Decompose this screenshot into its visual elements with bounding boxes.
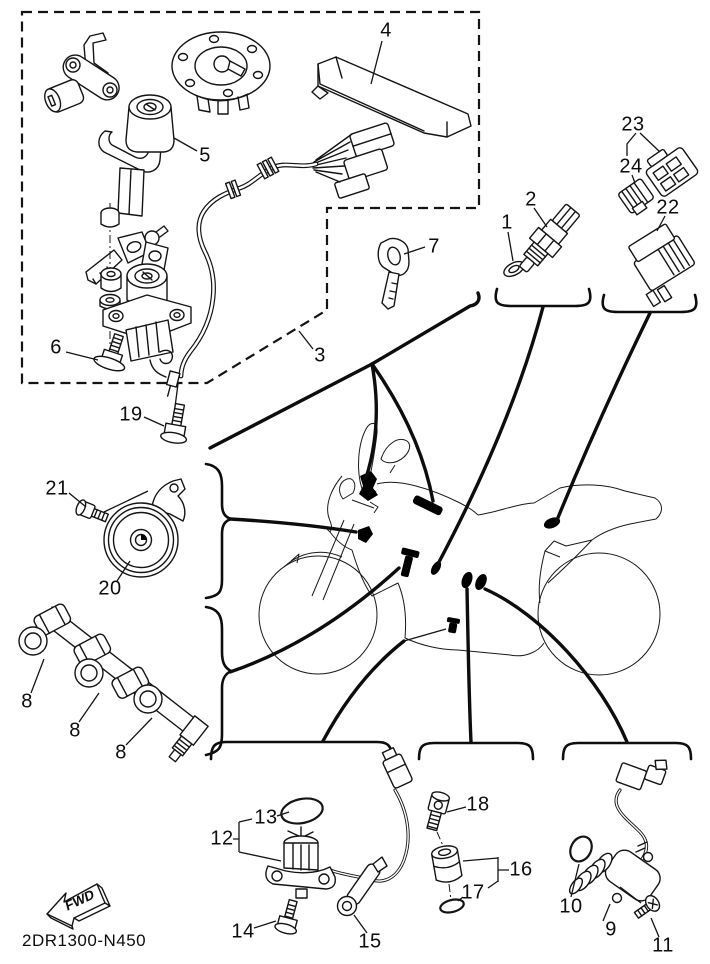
wedge-cover-art <box>312 57 471 137</box>
drawing-part-code: 2DR1300-N450 <box>22 931 147 950</box>
switch-mount-marker-a <box>459 570 474 589</box>
part-label-9: 9 <box>605 918 617 941</box>
motorcycle-outline <box>259 423 662 675</box>
part-label-22: 22 <box>656 196 680 219</box>
bolt-19-art <box>160 402 192 445</box>
seat-lock-art <box>42 33 124 115</box>
fwd-label: FWD <box>63 886 96 914</box>
horn-art <box>104 479 185 577</box>
part-label-15: 15 <box>358 930 382 953</box>
part-label-1: 1 <box>501 211 513 234</box>
part-label-10: 10 <box>559 895 583 918</box>
injector-mount-marker <box>396 547 420 579</box>
sub-lock-art <box>99 95 174 216</box>
lower-mount-marker <box>445 617 460 634</box>
group-leader-curves <box>210 293 650 742</box>
part-label-2: 2 <box>525 188 537 211</box>
bracket-horn-group <box>206 464 231 598</box>
part-label-5: 5 <box>199 144 211 167</box>
part-label-19: 19 <box>119 403 143 426</box>
bolt-18-art <box>423 790 450 831</box>
part-label-21: 21 <box>45 477 69 500</box>
part-label-24: 24 <box>619 155 643 178</box>
part-label-8: 8 <box>69 719 81 742</box>
injector-1 <box>19 602 72 655</box>
part-label-7: 7 <box>428 235 440 258</box>
part-label-11: 11 <box>652 934 674 957</box>
relay-22-art <box>620 221 704 308</box>
damper-art <box>101 268 121 292</box>
main-cable-art <box>181 157 316 376</box>
mount-location-markers <box>358 471 562 634</box>
bracket-injector-group <box>206 607 231 755</box>
spare-key-art <box>378 238 409 309</box>
bracket-joint-group <box>419 743 533 759</box>
part-label-4: 4 <box>380 19 392 42</box>
sidestand-switch-art <box>266 746 413 936</box>
oring-13-art <box>279 795 325 827</box>
bushing-art <box>101 208 119 227</box>
bracket-sidestand-group <box>211 742 392 759</box>
part-label-17: 17 <box>461 881 485 904</box>
parts-artwork <box>19 32 704 936</box>
part-label-18: 18 <box>466 793 490 816</box>
bolt-14-art <box>274 898 304 936</box>
sensor-mount-marker <box>429 560 443 577</box>
part-label-12: 12 <box>210 827 234 850</box>
part-label-23: 23 <box>621 113 645 136</box>
oring-10-art <box>566 833 596 865</box>
front-wheel <box>259 556 377 674</box>
part-label-3: 3 <box>314 344 326 367</box>
part-label-8: 8 <box>21 690 33 713</box>
bracket-sensor-group <box>496 289 591 306</box>
injector-rail-art <box>19 602 208 764</box>
part-label-20: 20 <box>98 577 122 600</box>
part-label-6: 6 <box>50 336 62 359</box>
fuel-cap-art <box>172 32 270 114</box>
bolt-21-art <box>74 499 110 526</box>
unit-mount-marker <box>412 494 444 516</box>
part-label-14: 14 <box>231 920 255 943</box>
injector-2 <box>72 632 112 687</box>
temp-sensor-art <box>512 200 585 279</box>
rear-wheel <box>538 553 660 675</box>
bracket-rear-sensor-group <box>563 743 691 759</box>
joint-16-art <box>431 844 463 884</box>
terminal-24-art <box>618 178 657 217</box>
horn-mount-marker <box>358 526 373 543</box>
part-label-8: 8 <box>115 741 127 764</box>
fwd-arrow <box>47 884 110 929</box>
part-label-16: 16 <box>509 858 533 881</box>
injector-3 <box>110 665 162 713</box>
harness-connectors-art <box>312 122 395 198</box>
part-label-13: 13 <box>254 806 278 829</box>
